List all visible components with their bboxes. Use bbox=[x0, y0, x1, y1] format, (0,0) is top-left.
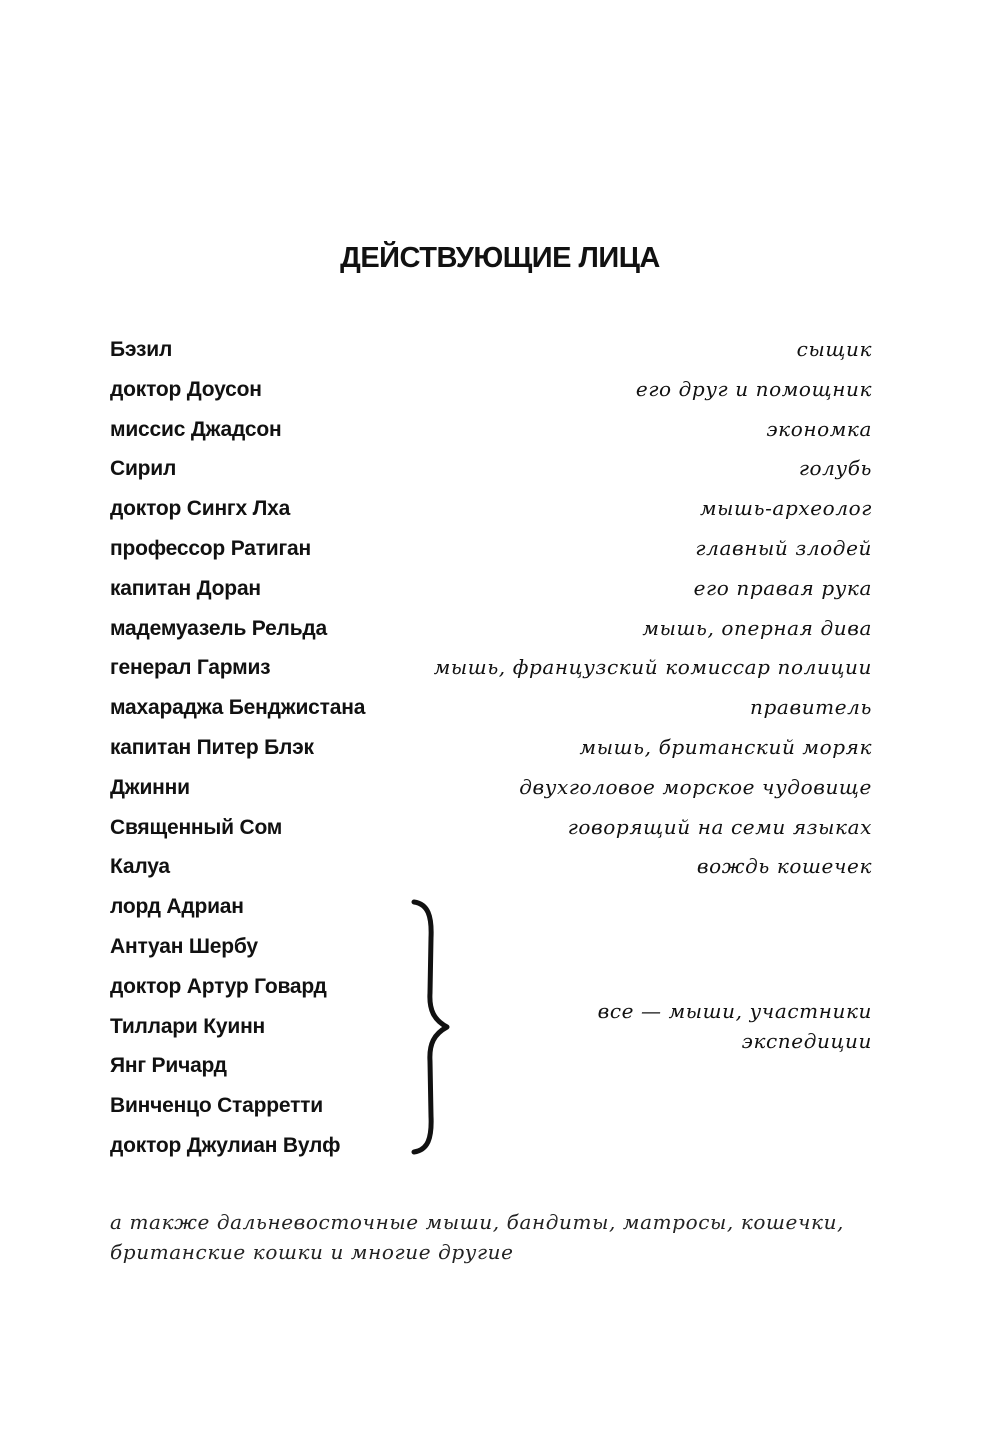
cast-row bbox=[110, 847, 872, 887]
cast-row bbox=[110, 808, 872, 848]
character-role: сыщик bbox=[796, 337, 872, 361]
character-name: Джинни bbox=[110, 775, 190, 799]
footnote-line: а также дальневосточные мыши, бандиты, матросы, кошечки, bbox=[110, 1210, 845, 1234]
cast-row bbox=[110, 609, 872, 649]
character-role: мышь, оперная дива bbox=[642, 615, 872, 640]
cast-row bbox=[110, 569, 872, 609]
expedition-member-row bbox=[110, 927, 872, 967]
character-name: доктор Сингх Лха bbox=[110, 497, 291, 521]
cast-row bbox=[110, 768, 872, 808]
character-role: мышь, французский комиссар полиции bbox=[433, 655, 872, 680]
cast-row bbox=[110, 648, 872, 688]
character-role: мышь, британский моряк bbox=[579, 734, 872, 759]
cast-row bbox=[110, 529, 872, 569]
character-name: Калуа bbox=[110, 855, 170, 879]
character-role: говорящий на семи языках bbox=[567, 814, 872, 839]
character-role: его правая рука bbox=[693, 575, 872, 600]
cast-row bbox=[110, 688, 872, 728]
curly-brace-icon bbox=[406, 898, 452, 1156]
expedition-member-name: лорд Адриан bbox=[110, 895, 244, 919]
character-name: Бэзил bbox=[110, 338, 173, 361]
character-role: его друг и помощник bbox=[635, 376, 872, 401]
character-role: мышь-археолог bbox=[699, 496, 872, 521]
character-name: профессор Ратиган bbox=[110, 536, 312, 560]
cast-row bbox=[110, 449, 872, 489]
cast-row bbox=[110, 489, 872, 529]
expedition-member-row bbox=[110, 1126, 872, 1166]
page-title: ДЕЙСТВУЮЩИЕ ЛИЦА bbox=[340, 242, 660, 274]
cast-row bbox=[110, 330, 872, 370]
expedition-member-name: Антуан Шербу bbox=[110, 934, 258, 958]
expedition-role-line: экспедиции bbox=[741, 1029, 872, 1053]
character-name: капитан Питер Блэк bbox=[110, 735, 314, 759]
footnote-line: британские кошки и многие другие bbox=[110, 1240, 514, 1264]
expedition-role-line: все — мыши, участники bbox=[597, 999, 872, 1023]
character-role: главный злодей bbox=[695, 535, 872, 560]
character-role: правитель bbox=[750, 695, 872, 720]
cast-row bbox=[110, 728, 872, 768]
expedition-member-name: Янг Ричард bbox=[110, 1054, 227, 1078]
character-name: Сирил bbox=[110, 457, 177, 481]
expedition-member-row bbox=[110, 887, 872, 927]
character-name: капитан Доран bbox=[110, 576, 261, 600]
footnote bbox=[110, 1207, 880, 1267]
character-role: двухголовое морское чудовище bbox=[519, 774, 872, 799]
expedition-member-name: доктор Джулиан Вулф bbox=[110, 1133, 341, 1157]
cast-row bbox=[110, 410, 872, 450]
character-name: миссис Джадсон bbox=[110, 417, 282, 441]
cast-row bbox=[110, 370, 872, 410]
expedition-member-name: Винченцо Старретти bbox=[110, 1094, 323, 1118]
character-role: вождь кошечек bbox=[696, 854, 872, 879]
character-name: Священный Сом bbox=[110, 815, 283, 839]
character-name: доктор Доусон bbox=[110, 377, 262, 401]
expedition-member-name: доктор Артур Говард bbox=[110, 974, 327, 998]
character-name: мадемуазель Рельда bbox=[110, 616, 328, 640]
character-name: генерал Гармиз bbox=[110, 656, 271, 680]
expedition-member-name: Тиллари Куинн bbox=[110, 1014, 266, 1038]
character-role: голубь bbox=[798, 456, 872, 481]
character-role: экономка bbox=[766, 416, 872, 441]
expedition-member-row bbox=[110, 1086, 872, 1126]
character-name: махараджа Бенджистана bbox=[110, 696, 366, 720]
expedition-role bbox=[532, 996, 872, 1056]
